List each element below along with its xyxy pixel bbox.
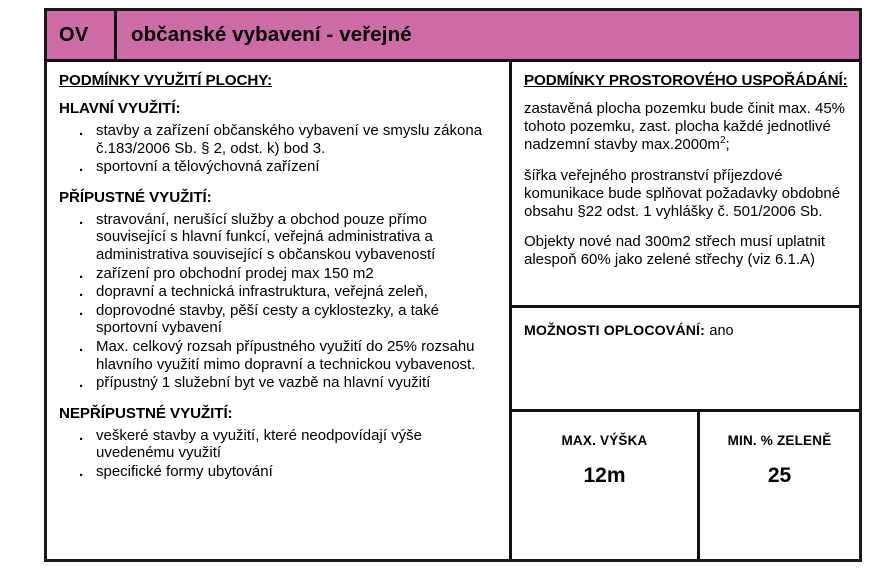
usage-conditions-heading: PODMÍNKY VYUŽITÍ PLOCHY: — [59, 72, 273, 89]
list-item — [77, 463, 499, 481]
bullet-icon: . — [79, 426, 84, 444]
list-item-text: veškeré stavby a využití, které neodpovídají výše uvedenému využití — [96, 426, 422, 462]
spatial-conditions-cell — [512, 62, 859, 308]
metric-label: MAX. VÝŠKA — [561, 433, 648, 448]
metric-value: 25 — [767, 464, 792, 487]
spatial-paragraph-road-width: šířka veřejného prostranství příjezdové komunikace bude splňovat požadavky obdobné obsahu §22 odst. 1 vyhlášky č. 501/2006 Sb. — [524, 166, 841, 221]
bullet-icon: . — [79, 462, 84, 480]
bullet-icon: . — [79, 283, 84, 301]
list-item-text: Max. celkový rozsah přípustného využití do 25% rozsahu hlavního využití mimo dopravní a technickou vybavenost. — [96, 337, 476, 373]
bullet-icon: . — [79, 122, 84, 139]
list-item-text: stravování, nerušící služby a obchod pouze přímo související s hlavní funkcí, veřejná administrativa a administrativa související s občanskou vybaveností — [96, 210, 436, 263]
fencing-label: MOŽNOSTI OPLOCOVÁNÍ: — [524, 323, 705, 339]
metrics-row — [512, 412, 859, 559]
bullet-icon: . — [79, 210, 84, 228]
spatial-conditions-heading: PODMÍNKY PROSTOROVÉHO USPOŘÁDÁNÍ: — [524, 72, 848, 89]
list-item-text: doprovodné stavby, pěší cesty a cyklostezky, a také sportovní vybavení — [96, 301, 439, 337]
metric-value: 12m — [583, 464, 626, 487]
usage-conditions-column — [47, 62, 512, 559]
built-area-suffix: ; — [725, 136, 730, 154]
list-item-text: sportovní a tělovýchovná zařízení — [96, 158, 320, 176]
list-item-text: dopravní a technická infrastruktura, veřejná zeleň, — [96, 283, 428, 301]
spatial-paragraph-built-area — [524, 100, 849, 155]
spatial-paragraph-green-roof: Objekty nové nad 300m2 střech musí uplatnit alespoň 60% jako zelené střechy (viz 6.1.A) — [524, 233, 825, 269]
list-item — [77, 158, 499, 176]
list-item — [77, 338, 499, 373]
spatial-conditions-column — [512, 62, 859, 559]
table-body — [47, 62, 859, 559]
prohibited-use-list — [59, 427, 499, 481]
built-area-text: zastavěná plocha pozemku bude činit max. 45% tohoto pozemku, zast. plocha každé jednotlivé nadzemní stavby max.2000m — [524, 100, 846, 154]
zone-code: OV — [47, 11, 117, 59]
list-item-text: zařízení pro obchodní prodej max 150 m2 — [96, 264, 374, 282]
metric-max-height — [512, 412, 700, 559]
bullet-icon: . — [79, 264, 84, 282]
regulation-table — [44, 8, 862, 562]
list-item — [77, 283, 499, 301]
bullet-icon: . — [79, 301, 84, 319]
list-item-text: specifické formy ubytování — [96, 462, 273, 480]
list-item — [77, 374, 499, 392]
list-item — [77, 302, 499, 337]
list-item — [77, 122, 499, 157]
zone-header-row — [47, 11, 859, 62]
bullet-icon: . — [79, 337, 84, 355]
main-use-list — [59, 122, 499, 176]
permitted-use-list — [59, 211, 499, 392]
zone-title: občanské vybavení - veřejné — [131, 23, 412, 46]
list-item — [77, 265, 499, 283]
list-item — [77, 427, 499, 462]
metric-min-green-percent — [700, 412, 859, 559]
list-item-text: přípustný 1 služební byt ve vazbě na hlavní využití — [96, 374, 431, 392]
section-heading-main-use: HLAVNÍ VYUŽITÍ: — [59, 100, 181, 117]
list-item-text: stavby a zařízení občanského vybavení ve smyslu zákona č.183/2006 Sb. § 2, odst. k) bod 3. — [96, 122, 483, 157]
metric-label: MIN. % ZELENĚ — [727, 433, 832, 448]
square-meter-superscript: 2 — [719, 135, 726, 147]
list-item — [77, 211, 499, 264]
fencing-options-cell — [512, 308, 859, 412]
fencing-value: ano — [709, 323, 734, 339]
section-heading-permitted-use: PŘÍPUSTNÉ VYUŽITÍ: — [59, 188, 212, 206]
section-heading-prohibited-use: NEPŘÍPUSTNÉ VYUŽITÍ: — [59, 404, 233, 422]
bullet-icon: . — [79, 158, 84, 176]
bullet-icon: . — [79, 374, 84, 392]
